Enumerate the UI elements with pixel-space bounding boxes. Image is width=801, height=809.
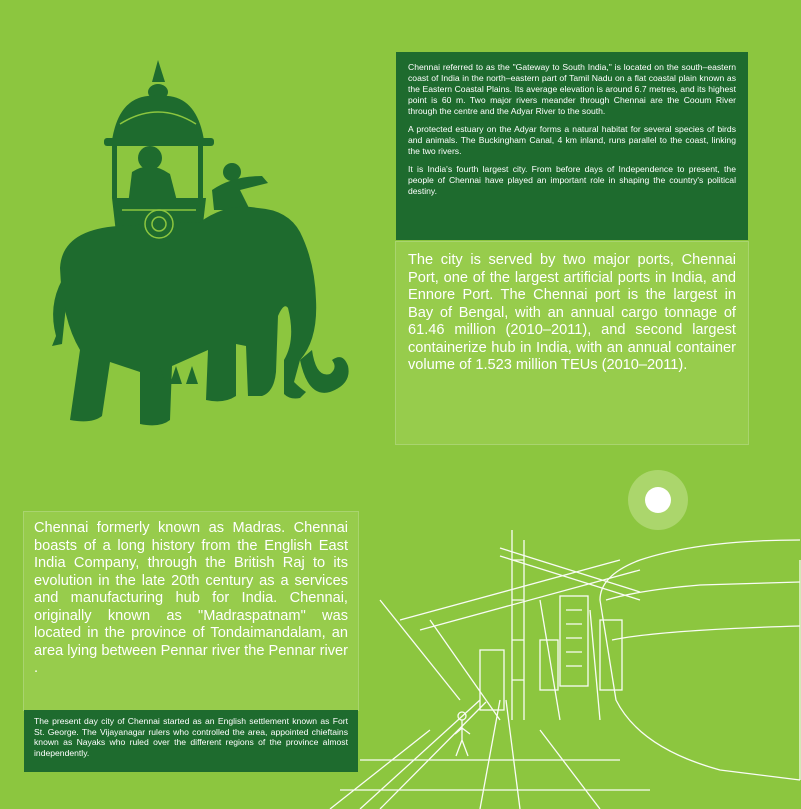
elephant-illustration: [52, 60, 349, 425]
settlement-info-box: [24, 710, 358, 772]
geography-paragraph: Chennai referred to as the "Gateway to South India," is located on the south–eastern coast of India in the north–eastern part of Tamil Nadu on a flat coastal plain known as the Eastern Coastal Plains. Its average elevation is around 6.7 metres, and its highest point is 60 m. Two major rivers meander through Chennai are the Cooum River through the centre and the Adyar River to the south.: [408, 62, 736, 116]
history-info-box: [24, 512, 358, 710]
ports-paragraph: The city is served by two major ports, Chennai Port, one of the largest artificial ports in India, and Ennore Port. The Chennai port is the largest in Bay of Bengal, with an annual cargo tonnage of 61.46 million (2010–2011), and second largest containerize hub in India, with an annual container volume of 1.523 million TEUs (2010–2011).: [408, 252, 736, 373]
ports-info-box: [396, 242, 748, 444]
settlement-paragraph: The present day city of Chennai started as an English settlement known as Fort St. George. The Vijayanagar rulers who controlled the area, appointed chieftains known as Nayaks who ruled over the different regions of the province almost independently.: [34, 716, 348, 758]
history-paragraph: Chennai formerly known as Madras. Chennai boasts of a long history from the English East India Company, through the British Raj to its evolution in the late 20th century as a services and manufacturing hub for India. Chennai, originally known as "Madraspatnam" was located in the province of Tondaimandalam, an area lying between Pennar river the Pennar river .: [34, 520, 348, 676]
estuary-paragraph: A protected estuary on the Adyar forms a natural habitat for several species of birds and animals. The Buckingham Canal, 4 km inland, runs parallel to the coast, linking the two rivers.: [408, 124, 736, 156]
city-rank-paragraph: It is India's fourth largest city. From before days of Independence to present, the people of Chennai have played an important role in shaping the country's political destiny.: [408, 164, 736, 196]
port-illustration: [330, 530, 800, 809]
geography-info-box: [396, 52, 748, 240]
sun-illustration: [628, 470, 688, 530]
